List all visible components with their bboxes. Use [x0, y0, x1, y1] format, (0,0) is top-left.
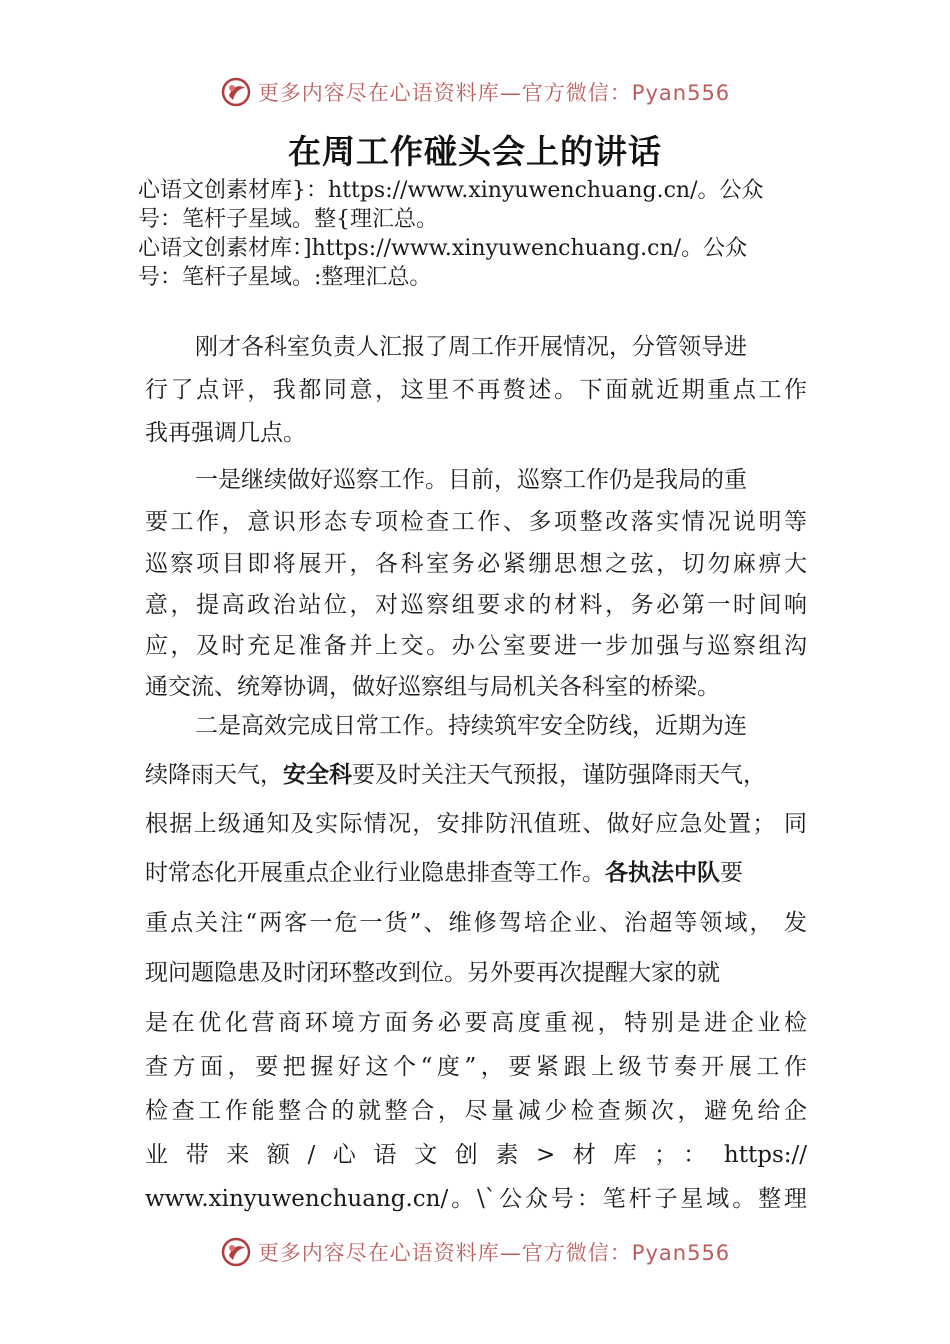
- text-run: 续降雨天气，: [145, 762, 283, 788]
- source-line: 心语文创素材库：]https://www.xinyuwenchuang.cn/。公众: [138, 236, 748, 261]
- source-line: 心语文创素材库}：https://www.xinyuwenchuang.cn/。公众: [138, 178, 764, 203]
- source-note: [138, 176, 828, 292]
- text-run: 时常态化开展重点企业行业隐患排查等工作。: [145, 860, 605, 886]
- paragraph-1-line: 行了点评，我都同意，这里不再赘述。下面就近期重点工作: [145, 377, 807, 403]
- source-line: 号：笔杆子星域。整{理汇总。: [138, 207, 438, 232]
- source-line: 号：笔杆子星域。:整理汇总。: [138, 265, 432, 290]
- bold-term-enforcement-teams: 各执法中队: [605, 860, 720, 886]
- paragraph-4-line: 检查工作能整合的就整合，尽量减少检查频次，避免给企: [145, 1098, 807, 1124]
- paragraph-3-line: 二是高效完成日常工作。持续筑牢安全防线，近期为连: [195, 713, 747, 739]
- paragraph-4-line: www.xinyuwenchuang.cn/。\`公众号：笔杆子星域。整理: [145, 1186, 807, 1212]
- paragraph-2-line: 巡察项目即将展开，各科室务必紧绷思想之弦，切勿麻痹大: [145, 551, 807, 577]
- brand-logo-icon: [220, 1236, 252, 1268]
- paragraph-1-line: 我再强调几点。: [145, 420, 306, 446]
- paragraph-2-line: 应，及时充足准备并上交。办公室要进一步加强与巡察组沟: [145, 633, 807, 659]
- paragraph-3-line: 现问题隐患及时闭环整改到位。另外要再次提醒大家的就: [145, 960, 720, 986]
- paragraph-2-line: 要工作，意识形态专项检查工作、多项整改落实情况说明等: [145, 509, 807, 535]
- paragraph-2-line: 通交流、统筹协调，做好巡察组与局机关各科室的桥梁。: [145, 674, 720, 700]
- watermark-banner-bottom: [0, 1232, 950, 1272]
- bold-term-safety-dept: 安全科: [283, 762, 352, 788]
- brand-logo-icon: [220, 76, 252, 108]
- paragraph-2-line: 一是继续做好巡察工作。目前，巡察工作仍是我局的重: [195, 467, 747, 493]
- paragraph-4-line: 业带来额/心语文创素>材库；：https://: [145, 1142, 807, 1168]
- paragraph-3-line: 重点关注“两客一危一货”、维修驾培企业、治超等领域， 发: [145, 910, 807, 936]
- paragraph-3-line: [145, 756, 766, 789]
- watermark-banner-top: [0, 72, 950, 112]
- paragraph-2-line: 意，提高政治站位，对巡察组要求的材料，务必第一时间响: [145, 592, 807, 618]
- document-title: 在周工作碰头会上的讲话: [288, 132, 662, 171]
- watermark-text: 更多内容尽在心语资料库—官方微信：Pyan556: [257, 81, 731, 105]
- paragraph-3-line: [145, 854, 743, 887]
- text-run: 要: [720, 860, 743, 886]
- paragraph-4-line: 查方面，要把握好这个“度”，要紧跟上级节奏开展工作: [145, 1054, 807, 1080]
- watermark-text: 更多内容尽在心语资料库—官方微信：Pyan556: [257, 1241, 731, 1265]
- paragraph-3-line: 根据上级通知及实际情况，安排防汛值班、做好应急处置； 同: [145, 811, 807, 837]
- paragraph-4-line: 是在优化营商环境方面务必要高度重视，特别是进企业检: [145, 1010, 807, 1036]
- text-run: 要及时关注天气预报，谨防强降雨天气，: [352, 762, 766, 788]
- paragraph-1-line: 刚才各科室负责人汇报了周工作开展情况，分管领导进: [195, 334, 747, 360]
